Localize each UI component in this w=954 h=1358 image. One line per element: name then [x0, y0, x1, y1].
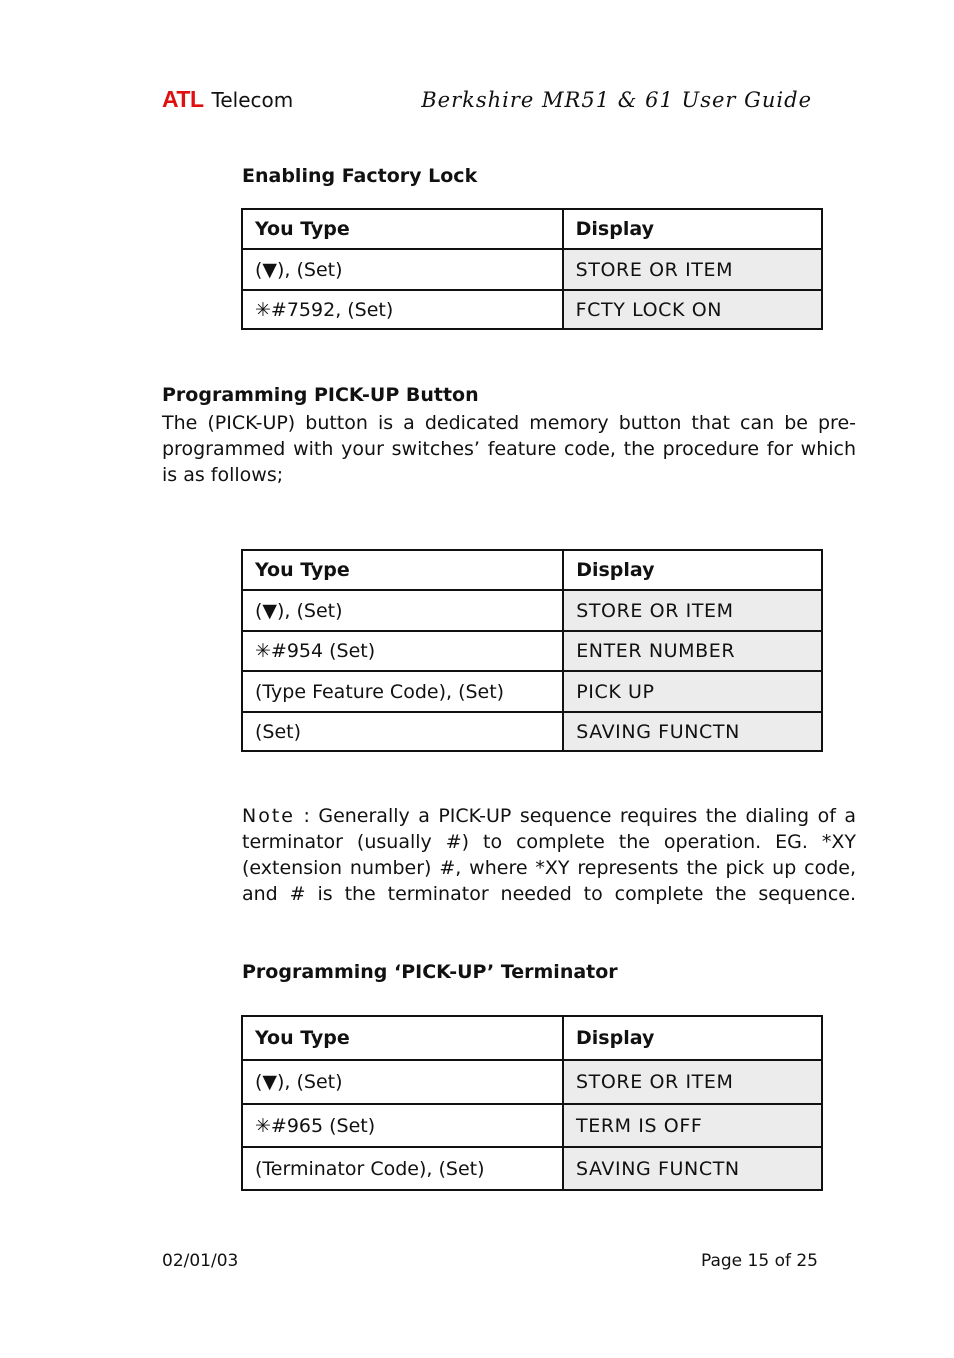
table-row	[242, 1060, 822, 1104]
paragraph-line: programmed with your switches’ feature code, the procedure for which	[162, 438, 856, 460]
column-header-display: Display	[563, 209, 822, 249]
table-row	[242, 290, 822, 329]
key-sequence-cell: (▼), (Set)	[242, 590, 563, 631]
note-line: terminator (usually #) to complete the operation. EG. *XY	[242, 831, 856, 853]
section-heading-factory-lock: Enabling Factory Lock	[242, 165, 478, 187]
table-row	[242, 249, 822, 290]
note-text: : Generally a PICK-UP sequence requires the dialing of a	[294, 805, 856, 827]
note-label: Note	[242, 805, 295, 827]
paragraph-line: The (PICK-UP) button is a dedicated memory button that can be pre-	[162, 412, 856, 434]
table-row	[242, 671, 822, 712]
footer-date: 02/01/03	[162, 1251, 239, 1271]
display-cell: PICK UP	[563, 671, 822, 712]
display-cell: TERM IS OFF	[563, 1104, 822, 1147]
section-heading-pickup-button: Programming PICK-UP Button	[162, 384, 479, 406]
key-sequence-cell: (▼), (Set)	[242, 249, 563, 290]
display-cell: SAVING FUNCTN	[563, 1147, 822, 1190]
table-row	[242, 1104, 822, 1147]
pickup-terminator-table	[241, 1015, 823, 1191]
table-header-row	[242, 209, 822, 249]
pickup-button-table	[241, 549, 823, 752]
display-cell: STORE OR ITEM	[563, 1060, 822, 1104]
table-row	[242, 712, 822, 751]
display-cell: FCTY LOCK ON	[563, 290, 822, 329]
column-header-display: Display	[563, 550, 822, 590]
table-row	[242, 590, 822, 631]
factory-lock-table	[241, 208, 823, 330]
display-cell: STORE OR ITEM	[563, 590, 822, 631]
note-line: (extension number) #, where *XY represents the pick up code,	[242, 857, 856, 879]
table-header-row	[242, 1016, 822, 1060]
key-sequence-cell: ✳#7592, (Set)	[242, 290, 563, 329]
column-header-display: Display	[563, 1016, 822, 1060]
section-heading-pickup-terminator: Programming ‘PICK-UP’ Terminator	[242, 961, 618, 983]
key-sequence-cell: ✳#965 (Set)	[242, 1104, 563, 1147]
display-cell: STORE OR ITEM	[563, 249, 822, 290]
table-header-row	[242, 550, 822, 590]
display-cell: SAVING FUNCTN	[563, 712, 822, 751]
guide-title: Berkshire MR51 & 61 User Guide	[421, 88, 812, 112]
note-line: and # is the terminator needed to complete the sequence.	[242, 883, 856, 905]
table-row	[242, 1147, 822, 1190]
pickup-description	[162, 410, 856, 488]
table-row	[242, 631, 822, 671]
page-number: Page 15 of 25	[700, 1251, 818, 1271]
brand-logo	[162, 86, 293, 113]
note-paragraph	[242, 803, 856, 907]
paragraph-line: is as follows;	[162, 464, 284, 486]
column-header-you-type: You Type	[242, 209, 563, 249]
key-sequence-cell: (▼), (Set)	[242, 1060, 563, 1104]
note-line	[242, 803, 856, 829]
key-sequence-cell: (Type Feature Code), (Set)	[242, 671, 563, 712]
column-header-you-type: You Type	[242, 550, 563, 590]
key-sequence-cell: (Set)	[242, 712, 563, 751]
brand-mark: ATL	[162, 86, 204, 112]
display-cell: ENTER NUMBER	[563, 631, 822, 671]
key-sequence-cell: (Terminator Code), (Set)	[242, 1147, 563, 1190]
column-header-you-type: You Type	[242, 1016, 563, 1060]
key-sequence-cell: ✳#954 (Set)	[242, 631, 563, 671]
brand-name: Telecom	[211, 88, 294, 112]
